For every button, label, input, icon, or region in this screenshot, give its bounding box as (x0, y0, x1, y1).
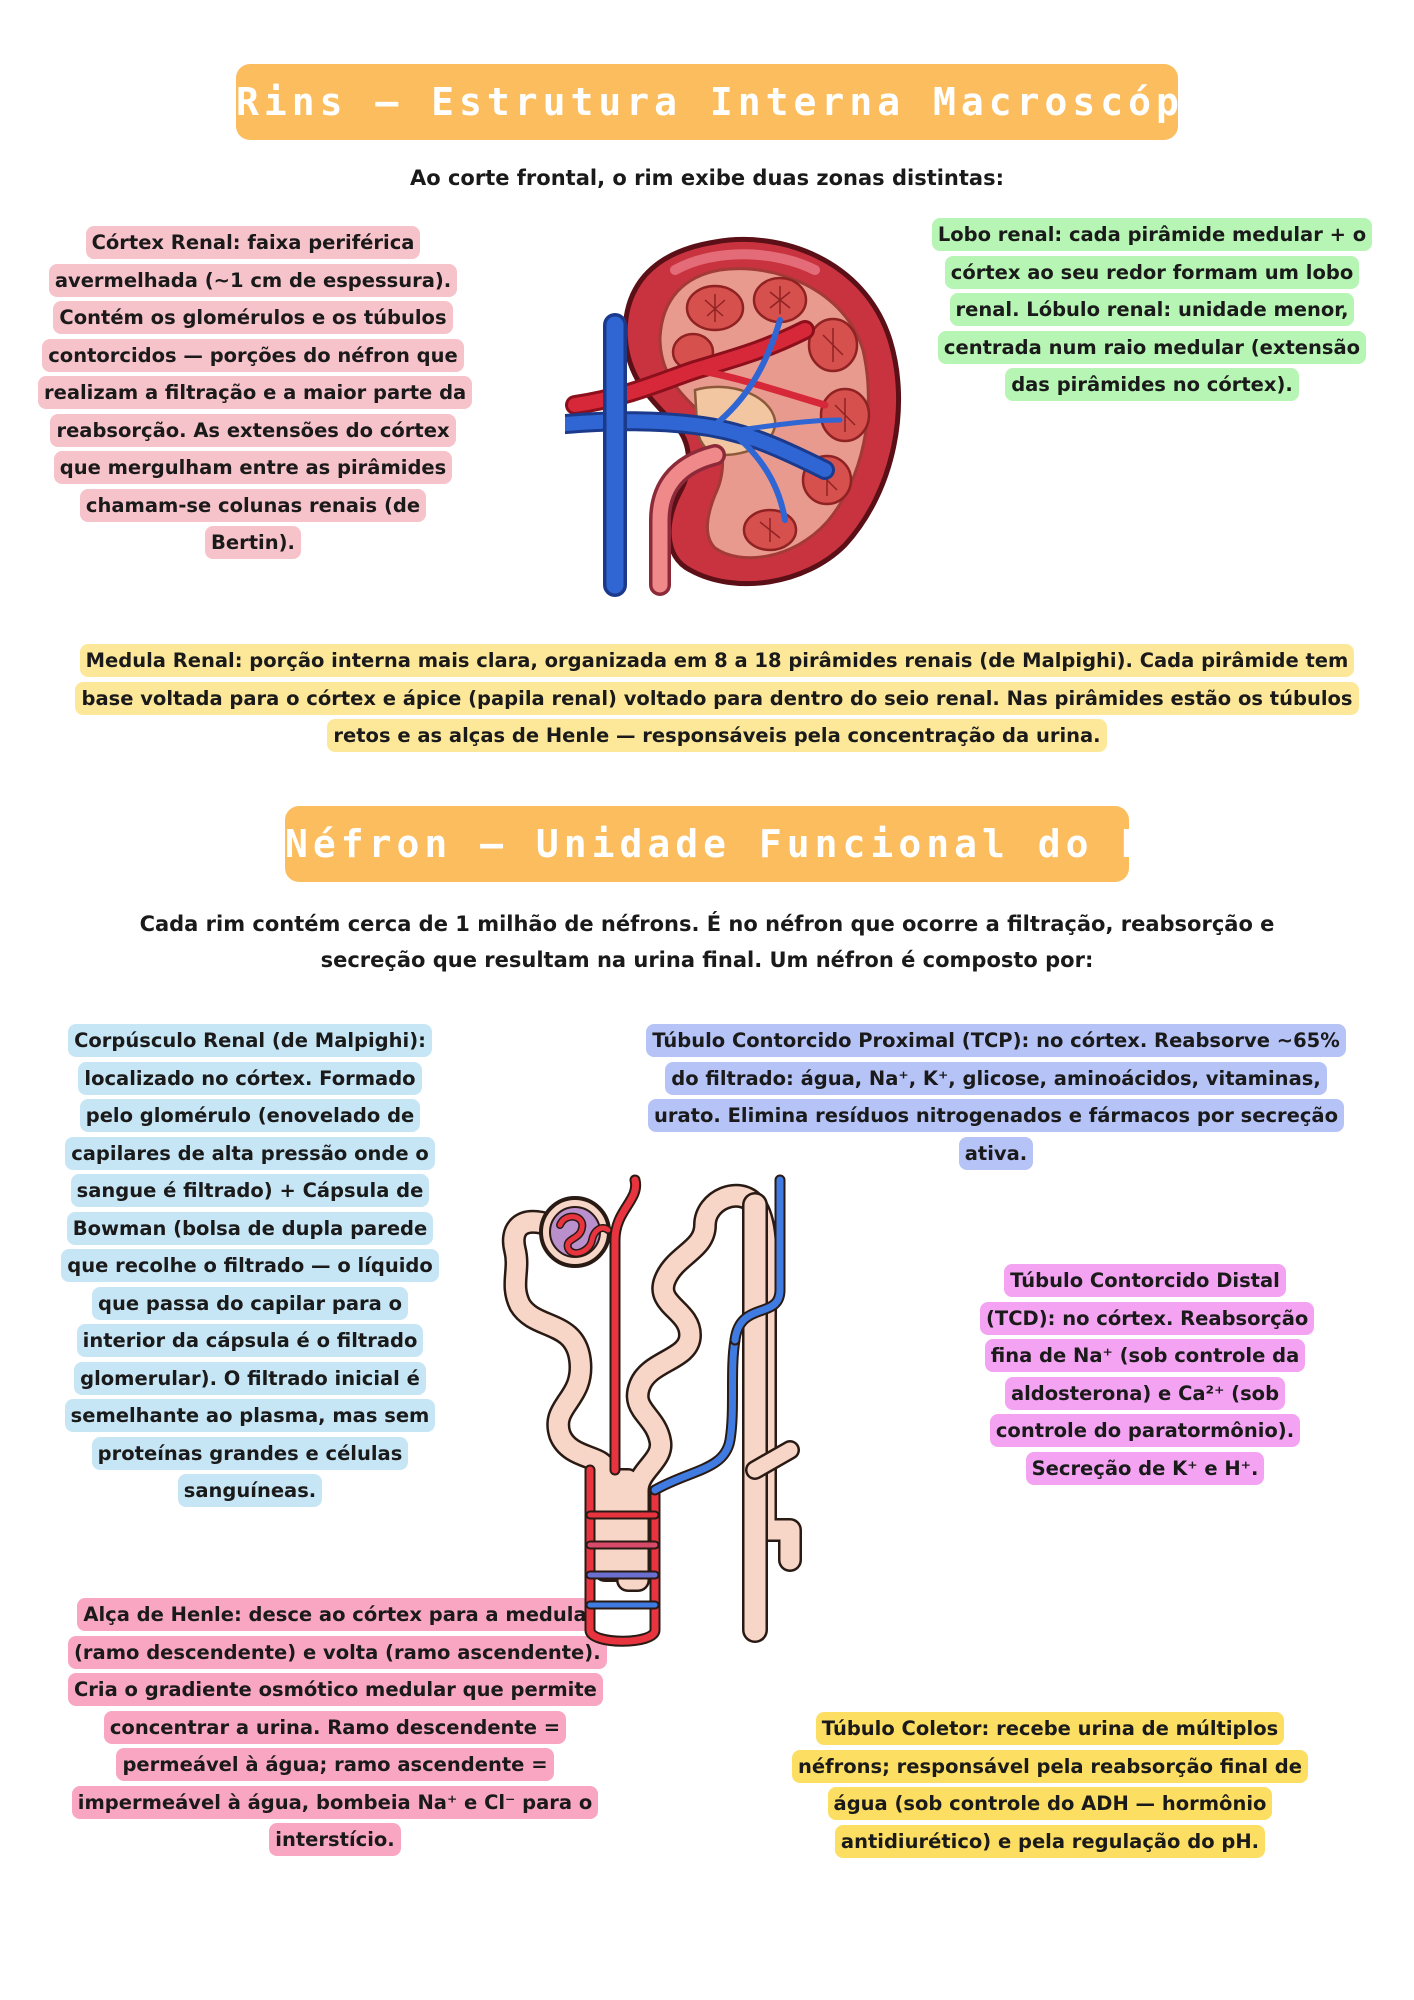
henle-note-text: Alça de Henle: desce ao córtex para a medula (ramo descendente) e volta (ramo ascendente). Cria o gradiente osmótico medular que permite concentrar a urina. Ramo descendente = permeável à água; ramo ascendente = impermeável à água, bombeia Na⁺ e Cl⁻ para o interstício. (68, 1598, 607, 1856)
medulla-note (70, 642, 1364, 755)
corpuscle-note (58, 1022, 442, 1510)
corpuscle-note-text: Corpúsculo Renal (de Malpighi): localizado no córtex. Formado pelo glomérulo (enovelado de capilares de alta pressão onde o sangue é filtrado) + Cápsula de Bowman (bolsa de dupla parede que recolhe o filtrado — o líquido que passa do capilar para o interior da cápsula é o filtrado glomerular). O filtrado inicial é semelhante ao plasma, mas sem proteínas grandes e células sanguíneas. (61, 1024, 439, 1507)
section2-title: Néfron — Unidade Funcional do Rim (285, 806, 1129, 882)
lobe-note-text: Lobo renal: cada pirâmide medular + o córtex ao seu redor formam um lobo renal. Lóbulo renal: unidade menor, centrada num raio medular (extensão das pirâmides no córtex). (932, 218, 1372, 401)
section2-intro-line1: Cada rim contém cerca de 1 milhão de néfrons. É no néfron que ocorre a filtração, reabsorção e (139, 912, 1275, 936)
section1-intro: Ao corte frontal, o rim exibe duas zonas distintas: (409, 166, 1004, 190)
cortex-note-text: Córtex Renal: faixa periférica avermelhada (~1 cm de espessura). Contém os glomérulos e os túbulos contorcidos — porções do néfron que realizam a filtração e a maior parte da reabsorção. As extensões do córtex que mergulham entre as pirâmides chamam-se colunas renais (de Bertin). (38, 226, 472, 559)
dct-note (980, 1262, 1310, 1487)
nephron-illustration (490, 1170, 920, 1650)
medulla-note-text: Medula Renal: porção interna mais clara, organizada em 8 a 18 pirâmides renais (de Malpighi). Cada pirâmide tem base voltada para o córtex e ápice (papila renal) voltado para dentro do seio renal. Nas pirâmides estão os túbulos retos e as alças de Henle — responsáveis pela concentração da urina. (75, 644, 1358, 752)
collecting-note-text: Túbulo Coletor: recebe urina de múltiplos néfrons; responsável pela reabsorção final de água (sob controle do ADH — hormônio antidiurético) e pela regulação do pH. (792, 1712, 1308, 1858)
section1-title: Rins — Estrutura Interna Macroscópica (236, 64, 1178, 140)
pct-note (636, 1022, 1356, 1172)
dct-note-text: Túbulo Contorcido Distal (TCD): no córtex. Reabsorção fina de Na⁺ (sob controle da aldosterona) e Ca²⁺ (sob controle do paratormônio). Secreção de K⁺ e H⁺. (980, 1264, 1314, 1485)
section2-intro-line2: secreção que resultam na urina final. Um néfron é composto por: (320, 948, 1094, 972)
lobe-note (926, 216, 1378, 404)
cortex-note (38, 224, 468, 562)
pct-note-text: Túbulo Contorcido Proximal (TCP): no córtex. Reabsorve ~65% do filtrado: água, Na⁺, K⁺, glicose, aminoácidos, vitaminas, urato. Elimina resíduos nitrogenados e fármacos por secreção ativa. (646, 1024, 1346, 1170)
kidney-illustration (565, 230, 915, 600)
collecting-note (782, 1710, 1318, 1860)
